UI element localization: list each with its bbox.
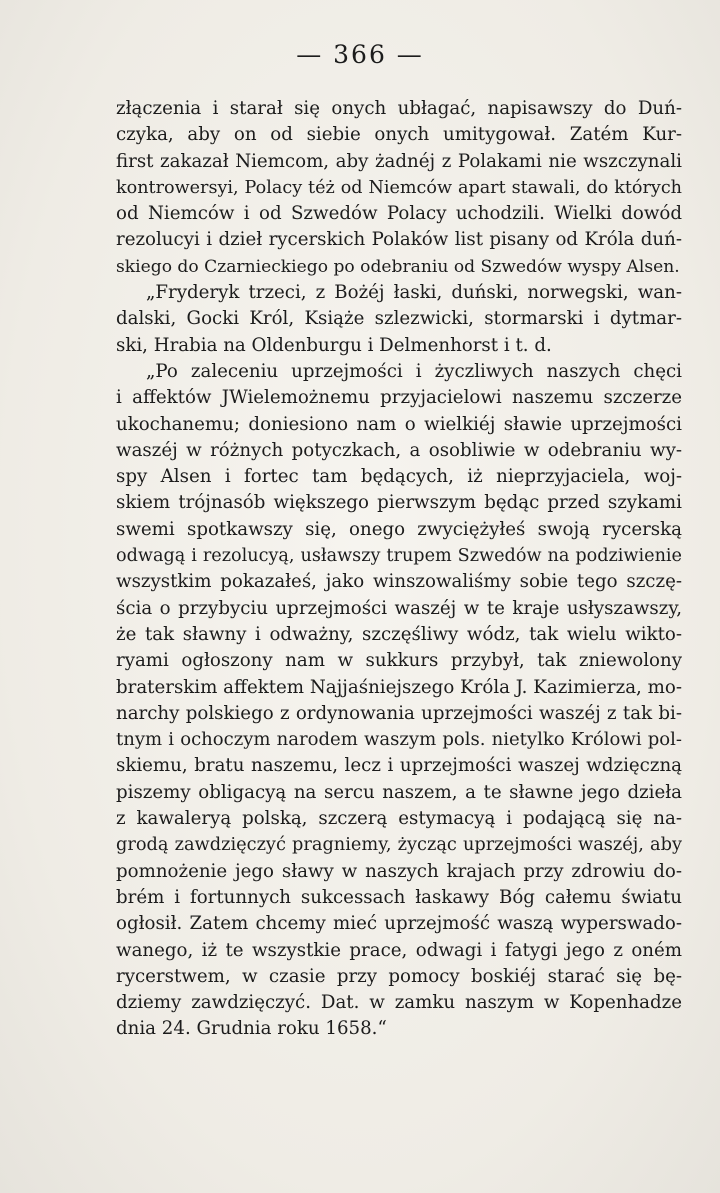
text-line: że tak sławny i odważny, szczęśliwy wódz, tak wielu wikto- <box>116 623 682 645</box>
text-line: swemi spotkawszy się, onego zwyciężyłeś swoją rycerską <box>116 518 682 540</box>
text-line: skiem trójnasób większego pierwszym będąc przed szykami <box>116 492 682 514</box>
text-line: rezolucyi i dzieł rycerskich Polaków list pisany od Króla duń- <box>116 229 682 251</box>
text-line: wanego, iż te wszystkie prace, odwagi i fatygi jego z oném <box>116 939 682 961</box>
text-line: ukochanemu; doniesiono nam o wielkiéj sławie uprzejmości <box>116 413 682 435</box>
text-line: „Fryderyk trzeci, z Bożéj łaski, duński, norwegski, wan- <box>146 282 682 304</box>
text-line: piszemy obligacyą na sercu naszem, a te sławne jego dzieła <box>116 781 682 803</box>
text-line: brém i fortunnych sukcessach łaskawy Bóg całemu światu <box>116 886 682 908</box>
text-line: odwagą i rezolucyą, usławszy trupem Szwedów na podziwienie <box>116 546 682 567</box>
text-line: pomnożenie jego sławy w naszych krajach przy zdrowiu do- <box>116 860 682 882</box>
text-line: grodą zawdzięczyć pragniemy, życząc uprzejmości waszéj, aby <box>116 835 682 856</box>
text-line: wszystkim pokazałeś, jako winszowaliśmy sobie tego szczę- <box>116 571 682 593</box>
text-line: od Niemców i od Szwedów Polacy uchodzili. Wielki dowód <box>116 203 682 225</box>
text-line: „Po zaleceniu uprzejmości i życzliwych naszych chęci <box>146 360 682 382</box>
text-line: skiemu, bratu naszemu, lecz i uprzejmości waszej wdzięczną <box>116 755 682 777</box>
text-line: ścia o przybyciu uprzejmości waszéj w te kraje usłyszawszy, <box>116 597 682 619</box>
page-number: — 366 — <box>296 40 424 69</box>
text-line: first zakazał Niemcom, aby żadnéj z Polakami nie wszczynali <box>116 150 682 172</box>
text-line: dziemy zawdzięczyć. Dat. w zamku naszym w Kopenhadze <box>116 992 682 1014</box>
text-line: czyka, aby on od siebie onych umitygował. Zatém Kur- <box>116 124 682 146</box>
text-line: ogłosił. Zatem chcemy mieć uprzejmość waszą wyperswado- <box>116 913 682 935</box>
text-line: kontrowersyi, Polacy téż od Niemców apart stawali, do których <box>116 177 682 198</box>
text-line: spy Alsen i fortec tam będących, iż nieprzyjaciela, woj- <box>116 466 682 488</box>
text-line: złączenia i starał się onych ubłagać, napisawszy do Duń- <box>116 98 682 119</box>
text-line: i affektów JWielemożnemu przyjacielowi naszemu szczerze <box>116 387 682 409</box>
text-line: rycerstwem, w czasie przy pomocy boskiéj starać się bę- <box>116 965 682 987</box>
text-line: skiego do Czarnieckiego po odebraniu od Szwedów wyspy Alsen. <box>116 256 680 277</box>
text-line: dalski, Gocki Król, Książe szlezwicki, stormarski i dytmar- <box>116 308 682 330</box>
body-text <box>116 96 682 1043</box>
text-line: braterskim affektem Najjaśniejszego Króla J. Kazimierza, mo- <box>116 676 682 698</box>
text-line: z kawaleryą polską, szczerą estymacyą i podającą się na- <box>116 808 682 830</box>
text-line: dnia 24. Grudnia roku 1658.“ <box>116 1018 387 1040</box>
text-line: waszéj w różnych potyczkach, a osobliwie w odebraniu wy- <box>116 439 682 461</box>
text-line: narchy polskiego z ordynowania uprzejmości waszéj z tak bi- <box>116 702 682 724</box>
text-line: ski, Hrabia na Oldenburgu i Delmenhorst i t. d. <box>116 334 552 356</box>
text-line: ryami ogłoszony nam w sukkurs przybył, tak zniewolony <box>116 650 682 672</box>
text-line: tnym i ochoczym narodem waszym pols. nietylko Królowi pol- <box>116 729 682 751</box>
